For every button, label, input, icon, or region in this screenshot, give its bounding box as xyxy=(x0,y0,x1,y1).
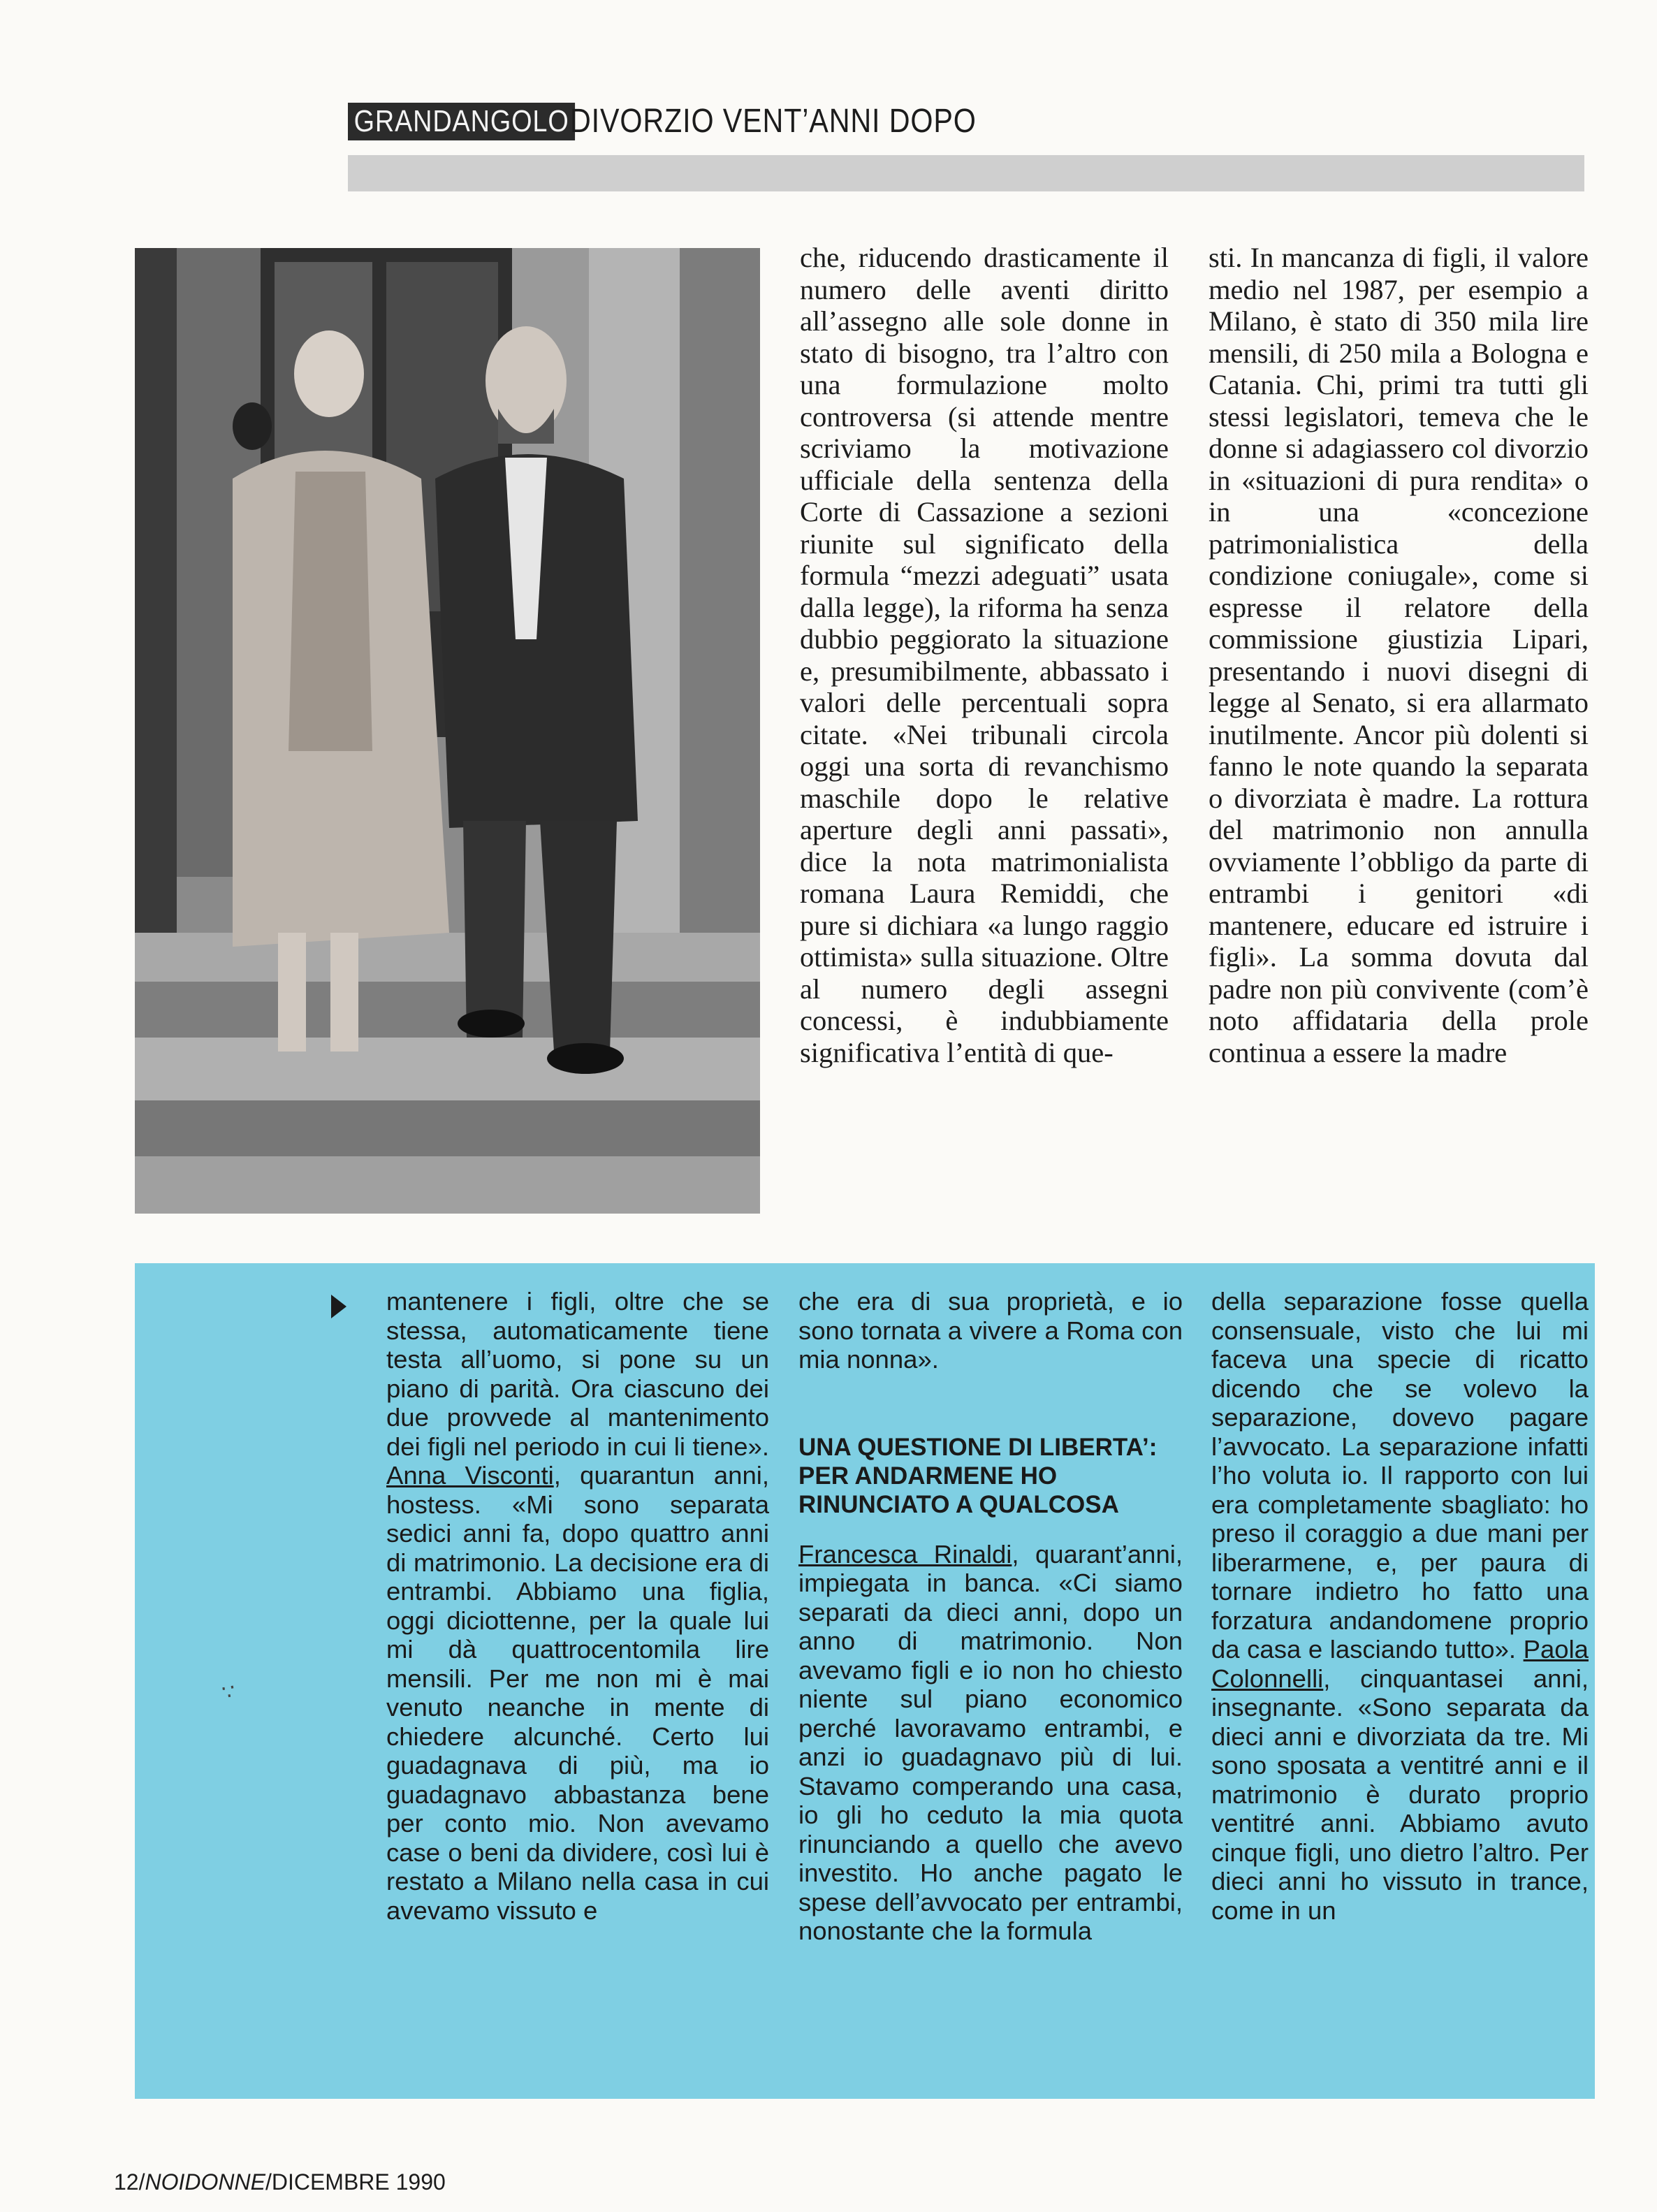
box-column-2 xyxy=(798,1287,1183,1946)
interviewee-name: Paola Colonnelli xyxy=(1211,1635,1589,1693)
box-column-1 xyxy=(386,1287,769,1925)
box-paragraph: che era di sua proprietà, e io sono tornata a vivere a Roma con mia nonna». xyxy=(798,1287,1183,1374)
interviewee-name: Francesca Rinaldi xyxy=(798,1539,1012,1569)
box-subheading: UNA QUESTIONE DI LIBERTA’: PER ANDARMENE HO RINUNCIATO A QUALCOSA xyxy=(798,1433,1158,1518)
article-paragraph: sti. In mancanza di figli, il valore medio nel 1987, per esempio a Milano, è stato di 350 mila lire mensili, di 250 mila a Bologna e Catania. Chi, primi tra tutti gli stessi legislatori, temeva che le donne si adagiassero col divorzio in «situazioni di pura rendita» o in una «concezione patrimonialistica della condizione coniugale», come si espresse il relatore della commissione giustizia Lipari, presentando i nuovi disegni di legge al Senato, si era allarmato inutilmente. Ancor più dolenti si fanno le note quando la separata o divorziata è madre. La rottura del matrimonio non annulla ovviamente l’obbligo da parte di entrambi i genitori «di mantenere, educare ed istruire i figli». La somma dovuta dal padre non più convivente (com’è noto affidataria della prole continua a essere la madre xyxy=(1209,242,1589,1068)
box-text: mantenere i figli, oltre che se stessa, automaticamente tiene testa all’uomo, si pone su un piano di parità. Ora ciascuno dei due provvede al mantenimento dei figli nel periodo in cui li tiene». xyxy=(386,1287,769,1461)
box-text: della separazione fosse quella consensuale, visto che lui mi faceva una specie di ricatto dicendo che se volevo la separazione, dovevo pagare l’avvocato. La separazione infatti l’ho voluta io. Il rapporto con lui era completamente sbagliato: ho preso il coraggio a due mani per liberarmene, e, per paura di tornare indietro ho fatto una forzatura andandomene proprio da casa e lasciando tutto». xyxy=(1211,1287,1589,1664)
interviewee-name: Anna Visconti xyxy=(386,1461,554,1490)
page-footer: 12/NOIDONNE/DICEMBRE 1990 xyxy=(114,2169,446,2195)
box-text: , cinquantasei anni, insegnante. «Sono separata da dieci anni e divorziata da tre. Mi sono sposata a ventitré anni e il matrimonio è durato proprio ventitré anni. Abbiamo avuto cinque figli, uno dietro l’altro. Per dieci anni ho vissuto in trance, come in un xyxy=(1211,1664,1589,1925)
article-column-2 xyxy=(1209,242,1589,1068)
stray-mark: ∵ xyxy=(220,1680,238,1705)
article-title: DIVORZIO VENT’ANNI DOPO xyxy=(570,103,977,140)
box-column-3 xyxy=(1211,1287,1589,1925)
article-paragraph: che, riducendo drasticamente il numero delle aventi diritto all’assegno alle sole donne in stato di bisogno, tra l’altro con una formulazione molto controversa (si attende mentre scriviamo la motivazione ufficiale della sentenza della Corte di Cassazione a sezioni riunite sul significato della formula “mezzi adeguati” usata dalla legge), la riforma ha senza dubbio peggiorato la situazione e, presumibilmente, abbassato i valori delle percentuali sopra citate. «Nei tribunali circola oggi una sorta di revanchismo maschile dopo le relative aperture degli anni passati», dice la nota matrimonialista romana Laura Remiddi, che pure si dichiara «a lungo raggio ottimista» sulla situazione. Oltre al numero degli assegni concessi, è indubbiamente significativa l’entità di que- xyxy=(800,242,1169,1068)
magazine-name: NOIDONNE xyxy=(145,2169,265,2195)
triangle-bullet-icon xyxy=(331,1295,346,1318)
issue-date: DICEMBRE 1990 xyxy=(271,2169,446,2195)
article-photo xyxy=(135,248,760,1214)
article-column-1 xyxy=(800,242,1169,1068)
header-gray-bar xyxy=(348,155,1584,191)
page-header xyxy=(348,102,977,141)
box-paragraph xyxy=(798,1540,1183,1946)
section-tag: GRANDANGOLO xyxy=(348,103,575,140)
box-paragraph xyxy=(1211,1287,1589,1925)
box-paragraph xyxy=(386,1287,769,1925)
box-text: , quarant’anni, impiegata in banca. «Ci siamo separati da dieci anni, dopo un anno di matrimonio. Non avevamo figli e io non ho chiesto niente sul piano economico perché lavoravamo entrambi, e anzi io guadagnavo più di lui. Stavamo comperando una casa, io gli ho ceduto la mia quota rinunciando a quello che avevo investito. Ho anche pagato le spese dell’avvocato per entrambi, nonostante che la formula xyxy=(798,1539,1183,1945)
box-text: , quarantun anni, hostess. «Mi sono separata sedici anni fa, dopo quattro anni di matrimonio. La decisione era di entrambi. Abbiamo una figlia, oggi diciottenne, per la quale lui mi dà quattrocentomila lire mensili. Per me non mi è mai venuto neanche in mente di chiedere alcunché. Certo lui guadagnava di più, ma io guadagnavo abbastanza bene per conto mio. Non avevamo case o beni da dividere, così lui è restato a Milano nella casa in cui avevamo vissuto e xyxy=(386,1461,770,1925)
page-number: 12 xyxy=(114,2169,139,2195)
